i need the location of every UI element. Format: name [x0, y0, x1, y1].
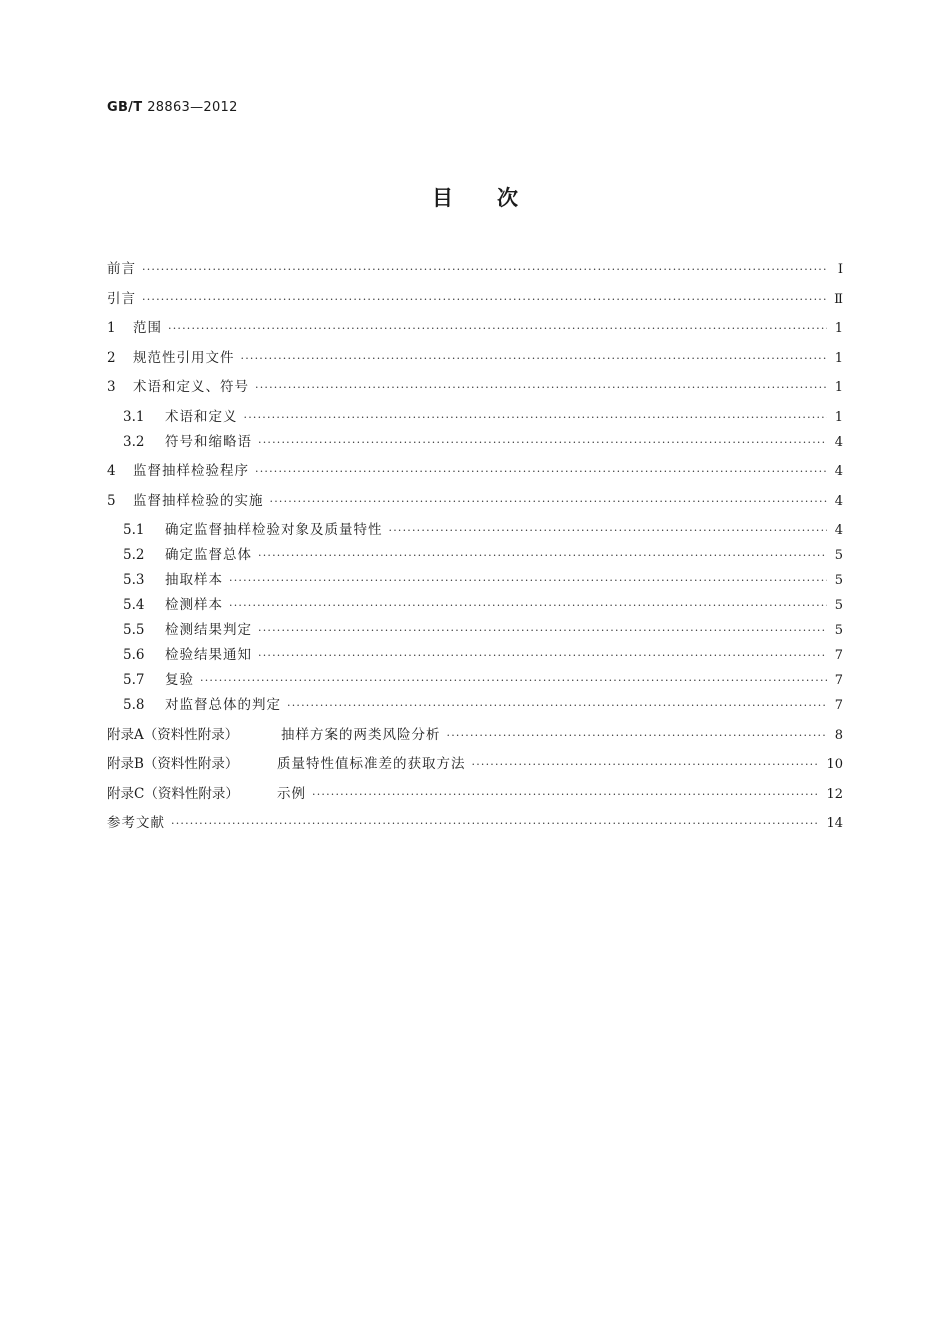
toc-section-number: 5.1 — [123, 522, 145, 538]
dot-leader — [255, 459, 827, 484]
dot-leader — [200, 668, 827, 693]
toc-section-number: 5.2 — [123, 547, 145, 563]
dot-leader — [472, 752, 821, 777]
toc-section-number: 5.8 — [123, 697, 145, 713]
toc-page-number: 1 — [834, 409, 843, 425]
toc-page-number: 4 — [834, 493, 843, 509]
toc-section-number: 3 — [107, 379, 116, 395]
dot-leader — [447, 723, 828, 748]
dot-leader — [241, 346, 828, 371]
standard-code — [107, 100, 238, 115]
toc-entry-appendix-a[interactable] — [107, 723, 843, 748]
toc-section-number: 5.7 — [123, 672, 145, 688]
toc-entry-5-3[interactable] — [107, 568, 843, 593]
toc-entry-appendix-c[interactable] — [107, 782, 843, 807]
toc-page-number: 5 — [834, 548, 843, 563]
toc-entry-label: 前言 — [107, 261, 136, 277]
toc-entry-label: 示例 — [277, 785, 306, 802]
toc-entry-label: 范围 — [133, 320, 162, 336]
toc-section-number: 5 — [107, 492, 116, 509]
toc-entry-5-2[interactable] — [107, 543, 843, 568]
toc-section-number: 3.1 — [123, 408, 145, 425]
toc-page-number: 1 — [834, 380, 843, 395]
toc-page-number: 7 — [834, 673, 843, 688]
dot-leader — [142, 257, 827, 282]
toc-page-number: 5 — [834, 573, 843, 588]
toc-entry-label: 检测样本 — [165, 597, 223, 613]
toc-entry-label: 术语和定义 — [165, 408, 238, 425]
toc-entry-label: 引言 — [107, 290, 136, 307]
toc-entry-label: 符号和缩略语 — [165, 433, 252, 450]
toc-section-number: 5.3 — [123, 572, 145, 588]
toc-section-number: 5.6 — [123, 647, 145, 663]
toc-entry-label: 术语和定义、符号 — [133, 379, 249, 395]
toc-entry-5-6[interactable] — [107, 643, 843, 668]
toc-section-number: 1 — [107, 320, 116, 336]
toc-page-number: 4 — [834, 464, 843, 479]
toc-entry-label: 抽取样本 — [165, 572, 223, 588]
dot-leader — [287, 693, 827, 718]
toc-entry-2[interactable] — [107, 346, 843, 371]
dot-leader — [171, 811, 820, 836]
dot-leader — [270, 489, 828, 514]
toc-entry-3-2[interactable] — [107, 430, 843, 455]
dot-leader — [258, 618, 827, 643]
toc-entry-3-1[interactable] — [107, 405, 843, 430]
dot-leader — [168, 316, 827, 341]
dot-leader — [244, 405, 828, 430]
toc-section-number: 附录C（资料性附录） — [107, 785, 239, 802]
toc-page-number: Ⅰ — [837, 262, 843, 277]
toc-entry-3[interactable] — [107, 375, 843, 400]
toc-page-number: 5 — [834, 623, 843, 638]
toc-entry-label: 参考文献 — [107, 815, 165, 831]
toc-section-number: 附录B（资料性附录） — [107, 756, 239, 772]
toc-section-number: 2 — [107, 349, 116, 366]
toc-page-number: 8 — [834, 727, 843, 743]
toc-entry-label: 复验 — [165, 672, 194, 688]
toc-entry-5-8[interactable] — [107, 693, 843, 718]
page-title: 目次 — [432, 186, 562, 210]
toc-section-number: 5.4 — [123, 597, 145, 613]
toc-entry-label: 对监督总体的判定 — [165, 697, 281, 713]
dot-leader — [258, 543, 827, 568]
toc-entry-4[interactable] — [107, 459, 843, 484]
toc-page-number: 5 — [834, 598, 843, 613]
toc-entry-label: 检测结果判定 — [165, 622, 252, 638]
table-of-contents — [107, 257, 843, 836]
toc-entry-label: 检验结果通知 — [165, 647, 252, 663]
standard-number: 28863—2012 — [147, 100, 238, 115]
dot-leader — [258, 643, 827, 668]
toc-entry-5-5[interactable] — [107, 618, 843, 643]
dot-leader — [229, 593, 827, 618]
standard-prefix: GB/T — [107, 100, 143, 115]
toc-entry-5[interactable] — [107, 489, 843, 514]
toc-page-number: Ⅱ — [834, 291, 843, 307]
toc-entry-introduction[interactable] — [107, 287, 843, 312]
dot-leader — [389, 518, 828, 543]
dot-leader — [258, 430, 827, 455]
toc-page-number: 7 — [834, 698, 843, 713]
toc-page-number: 14 — [826, 816, 843, 831]
toc-entry-foreword[interactable] — [107, 257, 843, 282]
toc-section-number: 5.5 — [123, 622, 145, 638]
toc-entry-label: 规范性引用文件 — [133, 349, 235, 366]
toc-entry-label: 质量特性值标准差的获取方法 — [277, 756, 466, 772]
toc-entry-label: 监督抽样检验的实施 — [133, 492, 264, 509]
toc-page-number: 7 — [834, 648, 843, 663]
toc-section-number: 3.2 — [123, 433, 145, 450]
toc-entry-5-7[interactable] — [107, 668, 843, 693]
toc-page-number: 10 — [826, 757, 843, 772]
toc-entry-1[interactable] — [107, 316, 843, 341]
toc-entry-label: 确定监督抽样检验对象及质量特性 — [165, 522, 383, 538]
toc-entry-5-4[interactable] — [107, 593, 843, 618]
dot-leader — [312, 782, 820, 807]
toc-entry-5-1[interactable] — [107, 518, 843, 543]
toc-page-number: 4 — [834, 523, 843, 538]
dot-leader — [255, 375, 827, 400]
toc-entry-label: 抽样方案的两类风险分析 — [281, 726, 441, 743]
dot-leader — [229, 568, 827, 593]
toc-entry-bibliography[interactable] — [107, 811, 843, 836]
toc-page-number: 4 — [834, 434, 843, 450]
toc-entry-label: 确定监督总体 — [165, 547, 252, 563]
toc-entry-label: 监督抽样检验程序 — [133, 463, 249, 479]
toc-entry-appendix-b[interactable] — [107, 752, 843, 777]
toc-page-number: 1 — [834, 350, 843, 366]
toc-section-number: 附录A（资料性附录） — [107, 726, 239, 743]
toc-page-number: 1 — [834, 321, 843, 336]
toc-page-number: 12 — [826, 786, 843, 802]
toc-section-number: 4 — [107, 463, 116, 479]
dot-leader — [142, 287, 827, 312]
